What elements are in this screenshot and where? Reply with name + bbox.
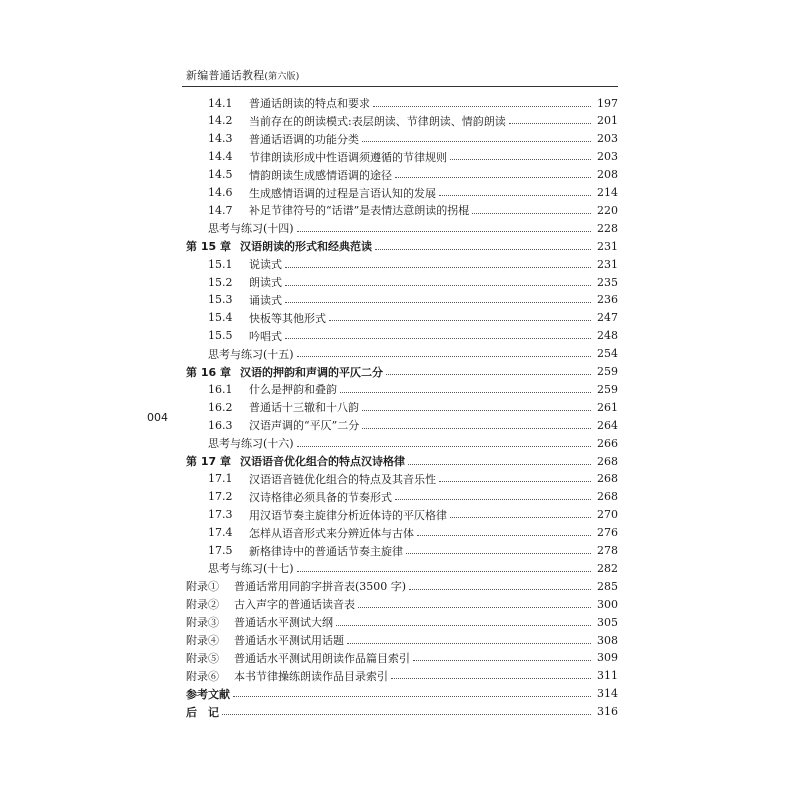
toc-entry-number: 14.7 [208,203,233,217]
dot-leader [285,338,591,339]
toc-entry-page: 285 [597,579,618,593]
toc-entry [208,166,618,184]
dot-leader [329,320,591,321]
dot-leader [409,589,591,590]
toc-entry-number: 16.2 [208,400,233,414]
toc-entry-title: 生成感情语调的过程是言语认知的发展 [249,186,436,200]
toc-entry-title: 普通话水平测试大纲 [234,616,333,630]
toc-entry [208,398,618,416]
toc-entry-number: 附录⑤ [186,651,219,665]
dot-leader [358,607,591,608]
dot-leader [347,643,591,644]
toc-entry-title: 汉诗格律必须具备的节奏形式 [249,490,392,504]
dot-leader [340,392,591,393]
toc-entry-number: 15.2 [208,275,233,289]
toc-entry-page: 214 [597,186,618,199]
dot-leader [472,213,591,214]
toc-entry-title: 怎样从语音形式来分辨近体与古体 [249,526,414,540]
toc-entry-page: 282 [597,561,618,575]
toc-entry [208,524,618,542]
toc-entry-number: 15.4 [208,311,233,325]
dot-leader [509,123,591,124]
toc-entry-title: 汉语的押韵和声调的平仄二分 [240,365,383,379]
toc-entry-page: 203 [597,150,618,164]
toc-entry-title: 汉语声调的“平仄”二分 [249,419,360,433]
toc-entry-title: 本书节律操练朗读作品目录索引 [234,669,388,683]
toc-entry-title: 补足节律符号的“话谱”是表情达意朗读的拐棍 [249,204,470,218]
toc-entry [186,613,618,631]
dot-leader [406,553,591,554]
toc-entry [208,184,618,202]
toc-entry-title: 思考与练习(十七) [208,562,294,576]
toc-entry-page: 259 [597,382,618,396]
running-header [186,67,299,83]
dot-leader [297,231,591,232]
toc-entry-number: 15.5 [208,329,233,343]
toc-entry [208,345,618,363]
header-rule [182,86,618,87]
toc-entry-page: 228 [597,221,618,235]
toc-entry-page: 208 [597,168,618,182]
toc-entry-number: 14.4 [208,150,233,164]
dot-leader [395,499,591,500]
dot-leader [386,374,591,375]
toc-entry-title: 当前存在的朗读模式:表层朗读、节律朗读、情韵朗读 [249,114,506,128]
toc-entry [186,703,618,721]
toc-entry [208,291,618,309]
toc-entry [186,685,618,703]
toc-entry-page: 248 [597,329,618,343]
dot-leader [450,159,591,160]
toc-entry-page: 231 [597,239,618,253]
toc-entry [208,470,618,488]
page-number: 004 [147,411,168,424]
toc-entry-title: 思考与练习(十五) [208,347,294,361]
toc-entry-page: 220 [597,203,618,217]
toc-entry-page: 314 [597,687,618,701]
book-title: 新编普通话教程 [186,69,265,82]
toc-entry [208,380,618,398]
toc-entry-number: 第 17 章 [186,455,231,468]
toc-entry-title: 思考与练习(十六) [208,437,294,451]
dot-leader [285,285,591,286]
toc-entry-title: 普通话语调的功能分类 [249,132,359,146]
toc-entry-number: 附录① [186,580,219,594]
toc-entry-page: 203 [597,132,618,146]
dot-leader [297,446,591,447]
toc-entry-page: 264 [597,418,618,432]
toc-entry-title: 普通话朗读的特点和要求 [249,97,370,110]
toc-entry-number: 14.1 [208,96,233,110]
toc-entry [208,255,618,273]
toc-entry-title: 汉语语音优化组合的特点汉诗格律 [240,455,405,468]
toc-entry-number: 15.1 [208,257,233,271]
toc-entry-title: 普通话常用同韵字拼音表(3500 字) [234,580,407,594]
toc-entry-title: 汉语朗读的形式和经典范读 [240,240,372,254]
dot-leader [362,141,591,142]
toc-entry-page: 266 [597,436,618,450]
toc-entry-number: 14.3 [208,132,233,146]
toc-entry-title: 说读式 [249,258,282,272]
toc-entry [186,631,618,649]
toc-entry-title: 朗读式 [249,276,282,289]
toc-entry-number: 14.6 [208,186,233,199]
toc-entry [208,488,618,506]
toc-entry-title: 后 记 [186,705,219,719]
toc-entry-title: 吟唱式 [249,329,282,343]
toc-entry [208,112,618,130]
toc-entry [208,94,618,112]
dot-leader [417,535,591,536]
toc-entry-number: 17.3 [208,508,233,522]
toc-entry [186,363,618,381]
toc-entry-page: 311 [597,669,618,683]
toc-entry-page: 270 [597,508,618,522]
toc-entry-title: 参考文献 [186,687,230,701]
toc-entry-number: 第 16 章 [186,365,231,379]
toc-entry-page: 316 [597,705,618,719]
toc-entry [208,130,618,148]
toc-entry-page: 278 [597,544,618,557]
toc-entry-number: 16.3 [208,418,233,432]
toc-entry-title: 诵读式 [249,293,282,307]
toc-entry [208,542,618,560]
toc-entry-page: 268 [597,454,618,468]
toc-entry [208,506,618,524]
toc-entry [208,201,618,219]
toc-entry-number: 附录② [186,598,219,612]
toc-entry-page: 309 [597,651,618,665]
toc-entry-number: 17.5 [208,544,233,557]
dot-leader [391,678,591,679]
toc-entry [208,416,618,434]
toc-entry-title: 普通话水平测试用话题 [234,634,344,647]
toc-entry-page: 268 [597,472,618,486]
toc-entry-page: 231 [597,257,618,271]
toc-entry [186,649,618,667]
dot-leader [373,106,591,107]
toc-entry [186,667,618,685]
dot-leader [297,571,591,572]
toc-entry-number: 16.1 [208,382,233,396]
dot-leader [297,356,591,357]
dot-leader [439,195,591,196]
dot-leader [395,177,591,178]
dot-leader [233,696,591,697]
edition-label: (第六版) [264,72,300,82]
toc-entry-title: 普通话水平测试用朗读作品篇目索引 [234,651,410,665]
toc-entry-title: 普通话十三辙和十八韵 [249,401,359,415]
toc-entry-number: 附录④ [186,634,219,647]
toc-entry-page: 305 [597,615,618,629]
toc-entry-number: 附录③ [186,616,219,630]
toc-entry-page: 268 [597,490,618,504]
dot-leader [408,464,591,465]
toc-entry-number: 14.5 [208,168,233,182]
toc-entry-number: 附录⑥ [186,669,219,683]
toc-entry [208,273,618,291]
toc-entry-title: 什么是押韵和叠韵 [249,383,337,397]
dot-leader [222,714,591,715]
toc-entry [208,148,618,166]
toc-entry-number: 17.1 [208,472,233,486]
toc-entry [208,559,618,577]
toc-entry-page: 247 [597,311,618,325]
toc-entry-number: 第 15 章 [186,240,231,254]
toc-entry-number: 17.4 [208,526,233,540]
dot-leader [362,410,591,411]
dot-leader [336,625,591,626]
toc-entry-page: 254 [597,347,618,361]
toc-entry [208,309,618,327]
toc-entry-number: 17.2 [208,490,233,504]
toc-entry-page: 261 [597,400,618,414]
toc-entry-title: 新格律诗中的普通话节奏主旋律 [249,544,403,558]
toc-entry-page: 197 [597,96,618,110]
toc-entry [186,237,618,255]
toc-entry-page: 300 [597,597,618,611]
toc-entry-page: 308 [597,633,618,647]
toc-entry [208,434,618,452]
dot-leader [362,428,591,429]
toc-entry-title: 快板等其他形式 [249,311,326,325]
toc-entry-title: 情韵朗读生成感情语调的途径 [249,168,392,182]
toc-entry [208,219,618,237]
toc-entry-page: 276 [597,526,618,540]
toc-entry [186,577,618,595]
dot-leader [450,517,591,518]
toc-entry-page: 259 [597,365,618,378]
toc-entry-page: 236 [597,293,618,307]
dot-leader [285,267,591,268]
toc-entry [208,327,618,345]
dot-leader [413,660,591,661]
toc-entry [186,595,618,613]
toc-entry-title: 汉语语音链优化组合的特点及其音乐性 [249,472,436,486]
toc-entry [186,452,618,470]
toc-entry-number: 15.3 [208,293,233,307]
toc-entry-number: 14.2 [208,114,233,128]
dot-leader [439,481,591,482]
toc-entry-page: 201 [597,114,618,128]
toc-entry-title: 用汉语节奏主旋律分析近体诗的平仄格律 [249,508,447,522]
dot-leader [285,302,591,303]
toc-entry-page: 235 [597,275,618,289]
toc-entry-title: 思考与练习(十四) [208,222,294,236]
toc-entry-title: 古入声字的普通话读音表 [234,598,355,612]
dot-leader [375,249,591,250]
toc-entry-title: 节律朗读形成中性语调须遵循的节律规则 [249,150,447,164]
